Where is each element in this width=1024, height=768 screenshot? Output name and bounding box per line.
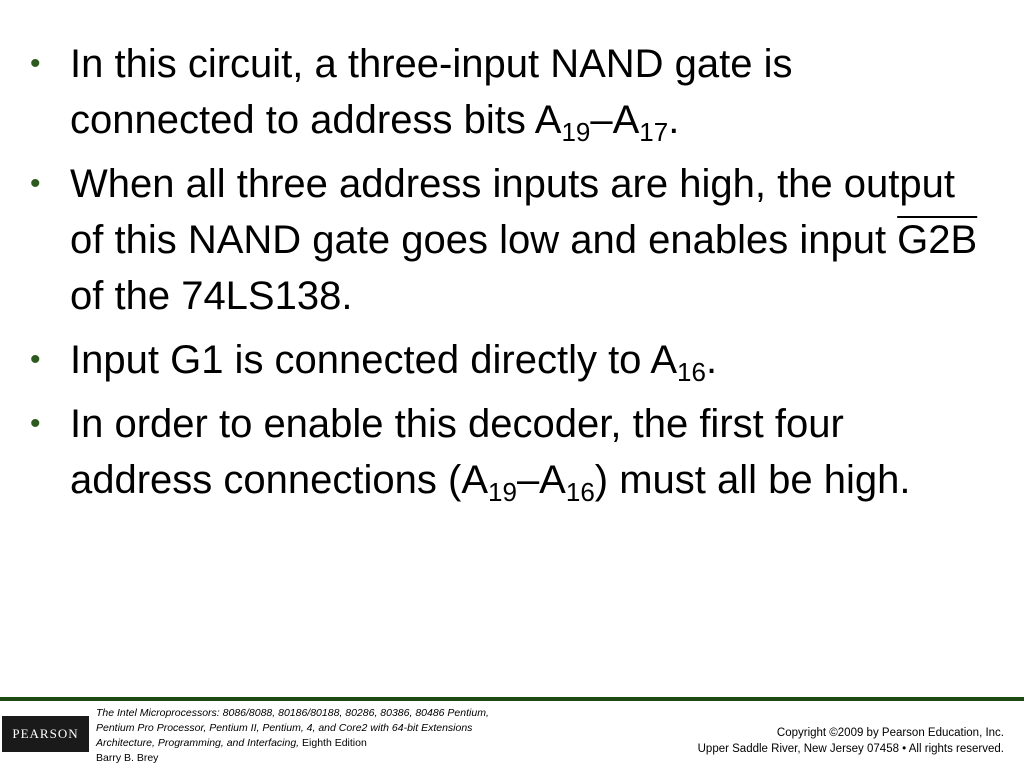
bullet-text: . — [668, 98, 680, 142]
copyright-block — [624, 725, 1004, 757]
citation-line-2 — [96, 721, 566, 736]
edition-label: Eighth Edition — [299, 737, 367, 749]
copyright-text: Copyright ©2009 by Pearson Education, Inc. — [776, 727, 1004, 739]
bullet-item — [30, 156, 1000, 324]
subscript: 19 — [488, 477, 517, 507]
bullet-item — [30, 36, 980, 148]
bullet-text: ) must all be high. — [594, 458, 911, 502]
citation-line-1 — [96, 706, 566, 721]
bullet-marker: • — [30, 167, 41, 200]
bullet-text: of the 74LS138. — [70, 218, 1000, 318]
subscript: 19 — [561, 117, 591, 147]
bullet-text: . — [705, 338, 718, 382]
bullet-text: Input G1 is connected directly to A — [70, 338, 678, 382]
bullet-text: In order to enable this decoder, the first four address connections (A — [70, 402, 844, 502]
bullet-marker: • — [30, 47, 41, 80]
book-subtitle-part: 8086/8088, 80186/80188, 80286, 80386, 80486 Pentium, — [219, 707, 489, 719]
subscript: 16 — [565, 477, 595, 507]
slide-bullet-list — [30, 36, 1000, 516]
bullet-item — [30, 332, 980, 388]
footer-divider — [0, 697, 1024, 701]
overlined-signal-name: G2B — [897, 218, 978, 262]
bullet-text: –A — [516, 458, 566, 502]
subscript: 17 — [639, 117, 669, 147]
bullet-text: –A — [590, 98, 640, 142]
book-subtitle-part: Pentium Pro Processor, Pentium II, Pentium, 4, and Core2 with 64-bit Extensions — [96, 722, 473, 734]
publisher-address: Upper Saddle River, New Jersey 07458 • All rights reserved. — [697, 743, 1004, 755]
subscript: 16 — [677, 357, 706, 387]
bullet-item — [30, 396, 980, 508]
bullet-text: In this circuit, a three-input NAND gate is connected to address bits A — [70, 42, 793, 142]
citation-line-3 — [96, 736, 566, 751]
author-name: Barry B. Brey — [96, 752, 159, 764]
bullet-text: When all three address inputs are high, the output of this NAND gate goes low and enables input — [70, 162, 955, 262]
pearson-logo-text: PEARSON — [12, 726, 79, 741]
bullet-marker: • — [30, 407, 41, 440]
book-citation — [96, 706, 566, 766]
book-title: The Intel Microprocessors: — [96, 707, 220, 719]
bullet-marker: • — [30, 343, 41, 376]
book-subtitle-part: Architecture, Programming, and Interfacing, — [96, 737, 300, 749]
pearson-logo — [2, 716, 89, 752]
